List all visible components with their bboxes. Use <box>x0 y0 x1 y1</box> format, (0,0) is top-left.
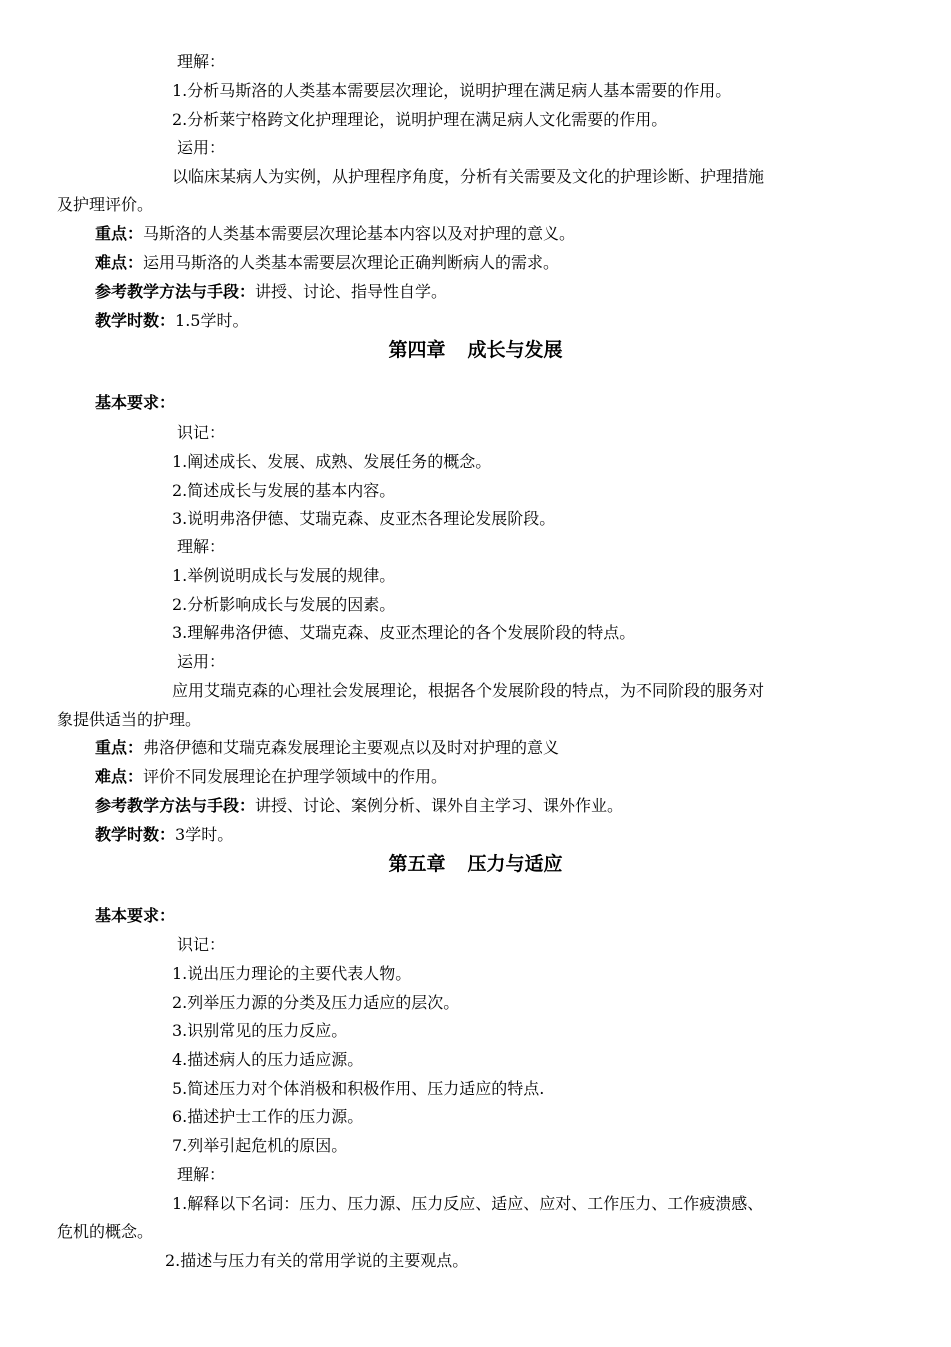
key-point-label: 重点： <box>95 224 144 243</box>
understand-item: 3.理解弗洛伊德、艾瑞克森、皮亚杰理论的各个发展阶段的特点。 <box>172 623 636 642</box>
chapter-name: 压力与适应 <box>467 853 563 875</box>
chapter-4-title <box>0 338 951 362</box>
chapter-5-title <box>0 852 951 876</box>
understand-heading: 理解： <box>177 52 226 71</box>
teaching-hours-text: 3学时。 <box>175 825 234 844</box>
understand-item: 1.分析马斯洛的人类基本需要层次理论，说明护理在满足病人基本需要的作用。 <box>172 81 732 100</box>
understand-item: 2.描述与压力有关的常用学说的主要观点。 <box>165 1251 469 1270</box>
understand-item: 2.分析影响成长与发展的因素。 <box>172 595 396 614</box>
recall-heading: 识记： <box>177 935 226 954</box>
apply-text-continued: 象提供适当的护理。 <box>57 710 202 729</box>
recall-item: 2.列举压力源的分类及压力适应的层次。 <box>172 993 460 1012</box>
chapter-number: 第五章 <box>388 853 446 875</box>
teaching-hours-text: 1.5学时。 <box>175 311 249 330</box>
teaching-hours <box>95 311 248 331</box>
teaching-hours <box>95 825 233 845</box>
basic-requirements-heading: 基本要求： <box>95 906 176 925</box>
apply-text: 以临床某病人为实例，从护理程序角度，分析有关需要及文化的护理诊断、护理措施 <box>172 167 765 186</box>
recall-item: 7.列举引起危机的原因。 <box>172 1136 348 1155</box>
key-point-text: 弗洛伊德和艾瑞克森发展理论主要观点以及时对护理的意义 <box>143 738 560 757</box>
understand-heading: 理解： <box>177 537 226 556</box>
difficult-point <box>95 767 447 787</box>
key-point-label: 重点： <box>95 738 144 757</box>
understand-item-continued: 危机的概念。 <box>57 1222 154 1241</box>
basic-requirements-heading: 基本要求： <box>95 393 176 412</box>
chapter-number: 第四章 <box>388 339 446 361</box>
recall-item: 3.说明弗洛伊德、艾瑞克森、皮亚杰各理论发展阶段。 <box>172 509 556 528</box>
recall-heading: 识记： <box>177 423 226 442</box>
teaching-methods <box>95 796 623 816</box>
understand-item: 1.举例说明成长与发展的规律。 <box>172 566 396 585</box>
recall-item: 3.识别常见的压力反应。 <box>172 1021 348 1040</box>
apply-heading: 运用： <box>177 138 226 157</box>
key-point-text: 马斯洛的人类基本需要层次理论基本内容以及对护理的意义。 <box>143 224 576 243</box>
key-point <box>95 738 559 758</box>
apply-heading: 运用： <box>177 652 226 671</box>
understand-heading: 理解： <box>177 1165 226 1184</box>
teaching-methods-text: 讲授、讨论、案例分析、课外自主学习、课外作业。 <box>255 796 624 815</box>
recall-item: 6.描述护士工作的压力源。 <box>172 1107 364 1126</box>
teaching-methods-label: 参考教学方法与手段： <box>95 796 256 815</box>
apply-text-continued: 及护理评价。 <box>57 195 154 214</box>
key-point <box>95 224 575 244</box>
understand-item: 2.分析莱宁格跨文化护理理论，说明护理在满足病人文化需要的作用。 <box>172 110 668 129</box>
difficult-point-text: 评价不同发展理论在护理学领域中的作用。 <box>143 767 448 786</box>
recall-item: 2.简述成长与发展的基本内容。 <box>172 481 396 500</box>
difficult-point <box>95 253 559 273</box>
difficult-point-label: 难点： <box>95 253 144 272</box>
recall-item: 1.说出压力理论的主要代表人物。 <box>172 964 412 983</box>
apply-text: 应用艾瑞克森的心理社会发展理论，根据各个发展阶段的特点，为不同阶段的服务对 <box>172 681 765 700</box>
teaching-methods-label: 参考教学方法与手段： <box>95 282 256 301</box>
teaching-methods-text: 讲授、讨论、指导性自学。 <box>255 282 448 301</box>
difficult-point-text: 运用马斯洛的人类基本需要层次理论正确判断病人的需求。 <box>143 253 560 272</box>
chapter-name: 成长与发展 <box>467 339 563 361</box>
recall-item: 5.简述压力对个体消极和积极作用、压力适应的特点. <box>172 1079 545 1098</box>
teaching-hours-label: 教学时数： <box>95 311 176 330</box>
understand-item: 1.解释以下名词：压力、压力源、压力反应、适应、应对、工作压力、工作疲溃感、 <box>172 1194 764 1213</box>
teaching-methods <box>95 282 447 302</box>
recall-item: 1.阐述成长、发展、成熟、发展任务的概念。 <box>172 452 492 471</box>
recall-item: 4.描述病人的压力适应源。 <box>172 1050 364 1069</box>
teaching-hours-label: 教学时数： <box>95 825 176 844</box>
difficult-point-label: 难点： <box>95 767 144 786</box>
